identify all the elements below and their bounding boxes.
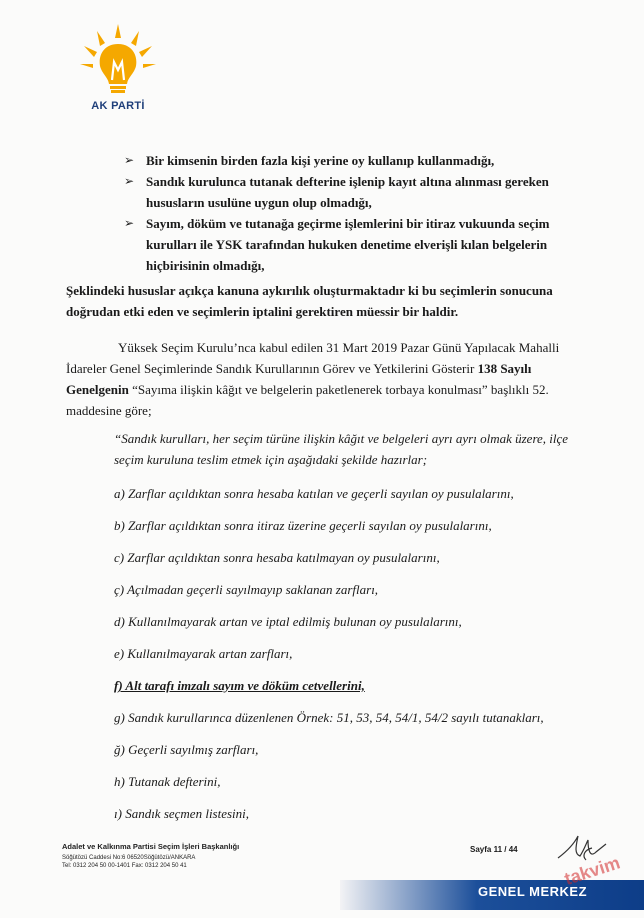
list-item: a) Zarflar açıldıktan sonra hesaba katılan ve geçerli sayılan oy pusulalarını, bbox=[114, 486, 514, 501]
list-item: c) Zarflar açıldıktan sonra hesaba katılmayan oy pusulalarını, bbox=[114, 550, 440, 565]
arrow-bullet-icon: ➢ bbox=[124, 174, 135, 188]
page-number: Sayfa 11 / 44 bbox=[470, 845, 518, 854]
list-item: ı) Sandık seçmen listesini, bbox=[114, 806, 250, 821]
intro-bold: 138 Sayılı Genelgenin bbox=[66, 361, 532, 397]
bullet-list bbox=[122, 150, 592, 276]
bullet-item bbox=[122, 171, 592, 213]
footer-org: Adalet ve Kalkınma Partisi Seçim İşleri Başkanlığı bbox=[62, 842, 240, 851]
bold-paragraph: Şeklindeki hususlar açıkça kanuna aykırılık oluşturmaktadır ki bu seçimlerin sonucuna doğrudan etki eden ve seçimlerin iptalini gerektiren müessir bir haldir. bbox=[66, 283, 553, 319]
footer bbox=[62, 842, 239, 870]
footer-band-text: GENEL MERKEZ bbox=[478, 884, 588, 899]
footer-address-line: Söğütözü Caddesi No:6 06520Söğütözü/ANKARA bbox=[62, 855, 196, 861]
list-item: ğ) Geçerli sayılmış zarfları, bbox=[114, 742, 259, 757]
footer-tel: Tel: 0312 204 50 00-1401 Fax: 0312 204 50 41 bbox=[62, 863, 187, 869]
intro-text-2: “Sayıma ilişkin kâğıt ve belgelerin paketlenerek torbaya konulması” başlıklı 52. maddesine göre; bbox=[66, 382, 549, 418]
bullet-text: Sayım, döküm ve tutanağa geçirme işlemlerini bir itiraz vukuunda seçim kurulları ile YSK tarafından hukuken denetime elverişli kılan belgelerin hiçbirisinin olmadığı, bbox=[146, 216, 550, 273]
item-list bbox=[114, 484, 594, 836]
bullet-text: Bir kimsenin birden fazla kişi yerine oy kullanıp kullanmadığı, bbox=[146, 153, 495, 168]
list-item: h) Tutanak defterini, bbox=[114, 774, 221, 789]
arrow-bullet-icon: ➢ bbox=[124, 153, 135, 167]
list-item-highlighted bbox=[114, 676, 594, 708]
logo-text: AK PARTİ bbox=[91, 100, 145, 112]
lightbulb-icon bbox=[78, 22, 158, 102]
quote-paragraph: “Sandık kurulları, her seçim türüne ilişkin kâğıt ve belgeleri ayrı ayrı olmak üzere, ilçe seçim kuruluna teslim etmek için aşağıdaki şekilde hazırlar; bbox=[114, 431, 569, 467]
footer-address bbox=[62, 854, 239, 870]
arrow-bullet-icon: ➢ bbox=[124, 216, 135, 230]
ak-parti-logo bbox=[78, 22, 158, 122]
list-item: b) Zarflar açıldıktan sonra itiraz üzerine geçerli sayılan oy pusulalarını, bbox=[114, 518, 492, 533]
intro-text-1: Yüksek Seçim Kurulu’nca kabul edilen 31 Mart 2019 Pazar Günü Yapılacak Mahalli İdareler Genel Seçimlerinde Sandık Kurullarının Görev ve Yetkilerini Gösterir bbox=[66, 340, 560, 376]
list-item: d) Kullanılmayarak artan ve iptal edilmiş bulunan oy pusulalarını, bbox=[114, 614, 462, 629]
watermark: takvim bbox=[561, 852, 623, 890]
bullet-item bbox=[122, 213, 592, 276]
bullet-item bbox=[122, 150, 592, 171]
list-item: e) Kullanılmayarak artan zarfları, bbox=[114, 646, 293, 661]
bullet-text: Sandık kurulunca tutanak defterine işlenip kayıt altına alınması gereken hususların usulüne uygun olup olmadığı, bbox=[146, 174, 549, 210]
list-item: ç) Açılmadan geçerli sayılmayıp saklanan zarfları, bbox=[114, 582, 379, 597]
list-item: g) Sandık kurullarınca düzenlenen Örnek: 51, 53, 54, 54/1, 54/2 sayılı tutanakları, bbox=[114, 710, 544, 725]
intro-paragraph bbox=[66, 337, 594, 421]
highlighted-text: f) Alt tarafı imzalı sayım ve döküm cetvellerini, bbox=[114, 678, 365, 693]
